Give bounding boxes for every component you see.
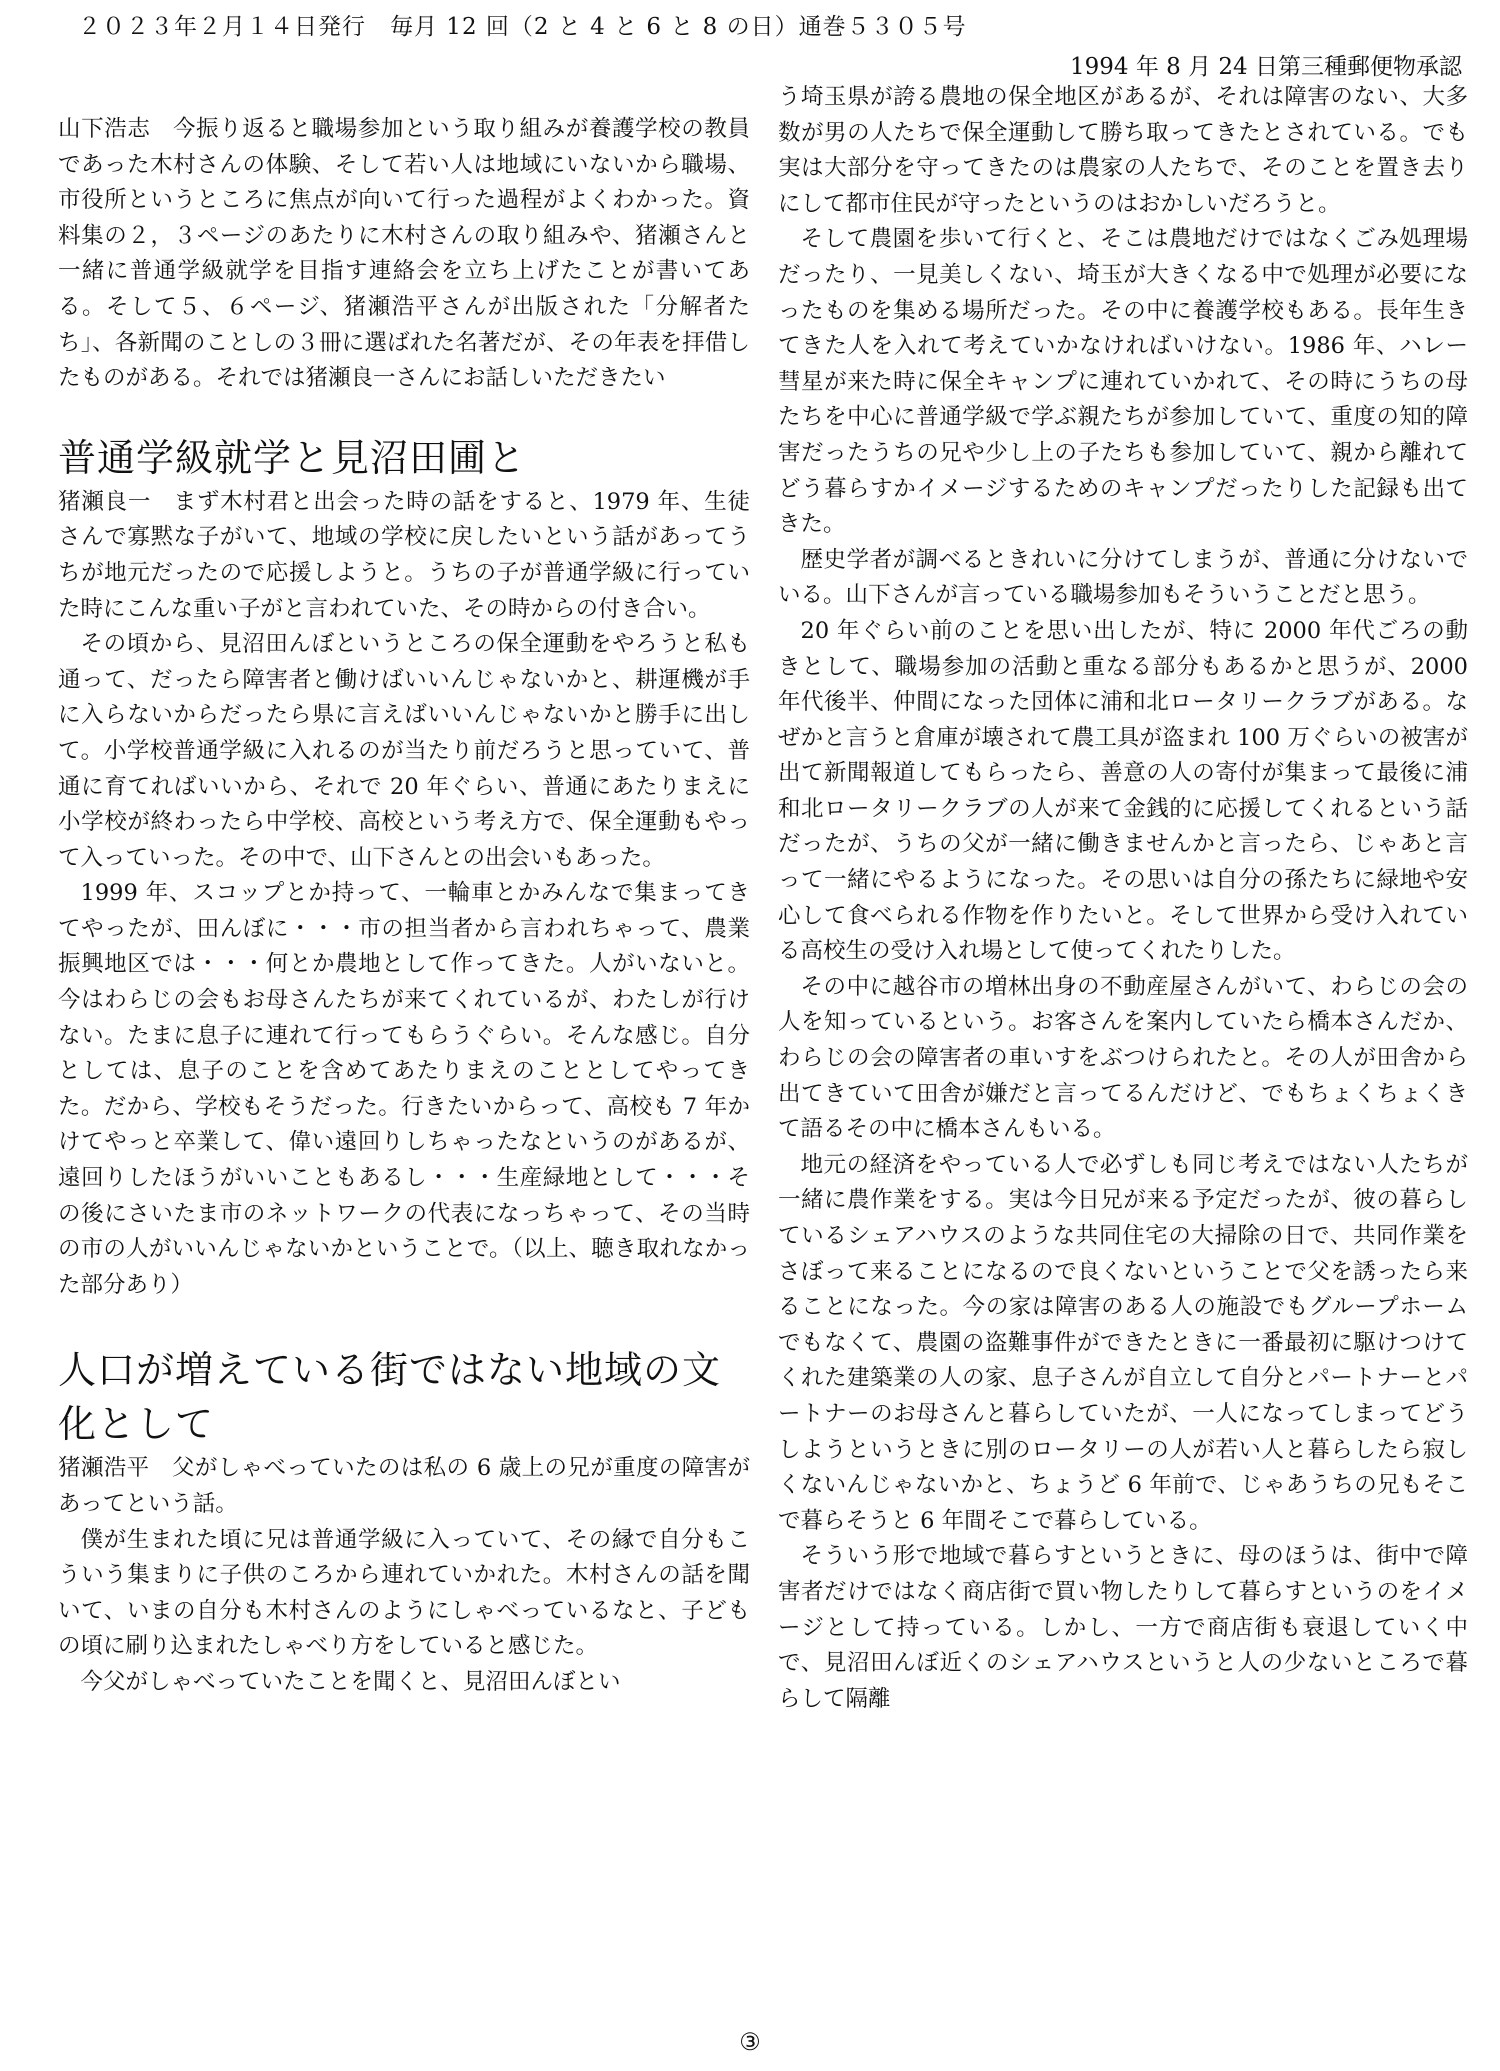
postal-approval-note: 1994 年 8 月 24 日第三種郵便物承認 [1070,54,1462,80]
section-heading-1: 普通学級就学と見沼田圃と [58,435,527,480]
speaker-name: 猪瀬浩平 [58,1455,150,1482]
page-number: ③ [739,2028,761,2056]
body-paragraph: 猪瀬浩平 父がしゃべっていたのは私の 6 歳上の兄が重度の障害があってという話。 [58,1455,750,1517]
issue-header: ２０２３年２月１４日発行 毎月 12 回（2 と 4 と 6 と 8 の日）通巻５３０５号 [78,14,967,40]
speaker-name: 猪瀬良一 [58,488,152,515]
intro-paragraph: 山下浩志 今振り返ると職場参加という取り組みが養護学校の教員であった木村さんの体験、そして若い人は地域にいないから職場、市役所というところに焦点が向いて行った過程がよくわかった。資料集の２，３ページのあたりに木村さんの取り組みや、猪瀬さんと一緒に普通学級就学を目指す連絡会を立ち上げたことが書いてある。そして５、６ページ、猪瀬浩平さんが出版された「分解者たち」、各新聞のことしの３冊に選ばれた名著だが、その年表を拝借したものがある。それでは猪瀬良一さんにお話しいただきたい [58,116,750,392]
body-paragraph: 歴史学者が調べるときれいに分けてしまうが、普通に分けないでいる。山下さんが言っている職場参加もそういうことだと思う。 [778,546,1468,609]
body-paragraph: そういう形で地域で暮らすというときに、母のほうは、街中で障害者だけではなく商店街で買い物したりして暮らすというのをイメージとして持っている。しかし、一方で商店街も衰退していく中で、見沼田んぼ近くのシェアハウスというと人の少ないところで暮らして隔離 [778,1543,1468,1712]
body-paragraph: その頃から、見沼田んぼというところの保全運動をやろうと私も通って、だったら障害者と働けばいいんじゃないかと、耕運機が手に入らないからだったら県に言えばいいんじゃないかと勝手に出して。小学校普通学級に入れるのが当たり前だろうと思っていて、普通に育てればいいから、それで 20 年ぐらい、普通にあたりまえに小学校が終わったら中学校、高校という考え方で、保全運動もやって入っていった。その中で、山下さんとの出会いもあった。 [58,631,750,871]
right-column [778,80,1468,1717]
body-paragraph: その中に越谷市の増林出身の不動産屋さんがいて、わらじの会の人を知っているという。お客さんを案内していたら橋本さんだか、わらじの会の障害者の車いすをぶつけられたと。その人が田舎から出てきていて田舎が嫌だと言ってるんだけど、でもちょくちょくきて語るその中に橋本さんもいる。 [778,973,1468,1143]
speaker-name: 山下浩志 [58,116,151,142]
body-paragraph: 地元の経済をやっている人で必ずしも同じ考えではない人たちが一緒に農作業をする。実は今日兄が来る予定だったが、彼の暮らしているシェアハウスのような共同住宅の大掃除の日で、共同作業をさぼって来ることになるので良くないということで父を誘ったら来ることになった。今の家は障害のある人の施設でもグループホームでもなくて、農園の盗難事件ができたときに一番最初に駆けつけてくれた建築業の人の家、息子さんが自立して自分とパートナーとパートナーのお母さんと暮らしていたが、一人になってしまってどうしようというときに別のロータリーの人が若い人と暮らしたら寂しくないんじゃないかと、ちょうど 6 年前で、じゃあうちの兄もそこで暮らそうと 6 年間そこで暮らしている。 [778,1151,1468,1534]
body-paragraph: 1999 年、スコップとか持って、一輪車とかみんなで集まってきてやったが、田んぼに・・・市の担当者から言われちゃって、農業振興地区では・・・何とか農地として作ってきた。人がいないと。今はわらじの会もお母さんたちが来てくれているが、わたしが行けない。たまに息子に連れて行ってもらうぐらい。そんな感じ。自分としては、息子のことを含めてあたりまえのこととしてやってきた。だから、学校もそうだった。行きたいからって、高校も 7 年かけてやっと卒業して、偉い遠回りしちゃったなというのがあるが、遠回りしたほうがいいこともあるし・・・生産緑地として・・・その後にさいたま市のネットワークの代表になっちゃって、その当時の市の人がいいんじゃないかということで。（以上、聴き取れなかった部分あり） [58,880,750,1298]
body-paragraph: 今父がしゃべっていたことを聞くと、見沼田んぼとい [80,1668,621,1695]
left-column [58,112,750,1701]
body-paragraph: そして農園を歩いて行くと、そこは農地だけではなくごみ処理場だったり、一見美しくない、埼玉が大きくなる中で処理が必要になったものを集める場所だった。その中に養護学校もある。長年生きてきた人を入れて考えていかなければいけない。1986 年、ハレー彗星が来た時に保全キャンプに連れていかれて、その時にうちの母たちを中心に普通学級で学ぶ親たちが参加していて、重度の知的障害だったうちの兄や少し上の子たちも参加していて、親から離れてどう暮らすかイメージするためのキャンプだったりした記録も出てきた。 [778,226,1468,538]
body-paragraph: う埼玉県が誇る農地の保全地区があるが、それは障害のない、大多数が男の人たちで保全運動して勝ち取ってきたとされている。でも実は大部分を守ってきたのは農家の人たちで、そのことを置き去りにして都市住民が守ったというのはおかしいだろうと。 [778,84,1468,217]
body-paragraph: 猪瀬良一 まず木村君と出会った時の話をすると、1979 年、生徒さんで寡黙な子がいて、地域の学校に戻したいという話があってうちが地元だったので応援しようと。うちの子が普通学級に行っていた時にこんな重い子がと言われていた、その時からの付き合い。 [58,488,750,622]
body-paragraph: 僕が生まれた頃に兄は普通学級に入っていて、その縁で自分もこういう集まりに子供のころから連れていかれた。木村さんの話を聞いて、いまの自分も木村さんのようにしゃべっているなと、子どもの頃に刷り込まれたしゃべり方をしていると感じた。 [58,1526,750,1660]
body-paragraph: 20 年ぐらい前のことを思い出したが、特に 2000 年代ごろの動きとして、職場参加の活動と重なる部分もあるかと思うが、2000 年代後半、仲間になった団体に浦和北ロータリークラブがある。なぜかと言うと倉庫が壊されて農工具が盗まれ 100 万ぐらいの被害が出て新聞報道してもらったら、善意の人の寄付が集まって最後に浦和北ロータリークラブの人が来て金銭的に応援してくれるという話だったが、うちの父が一緒に働きませんかと言ったら、じゃあと言って一緒にやるようになった。その思いは自分の孫たちに緑地や安心して食べられる作物を作りたいと。そして世界から受け入れている高校生の受け入れ場として使ってくれたりした。 [778,617,1468,965]
section-heading-2: 人口が増えている街ではない地域の文化として [58,1348,722,1447]
